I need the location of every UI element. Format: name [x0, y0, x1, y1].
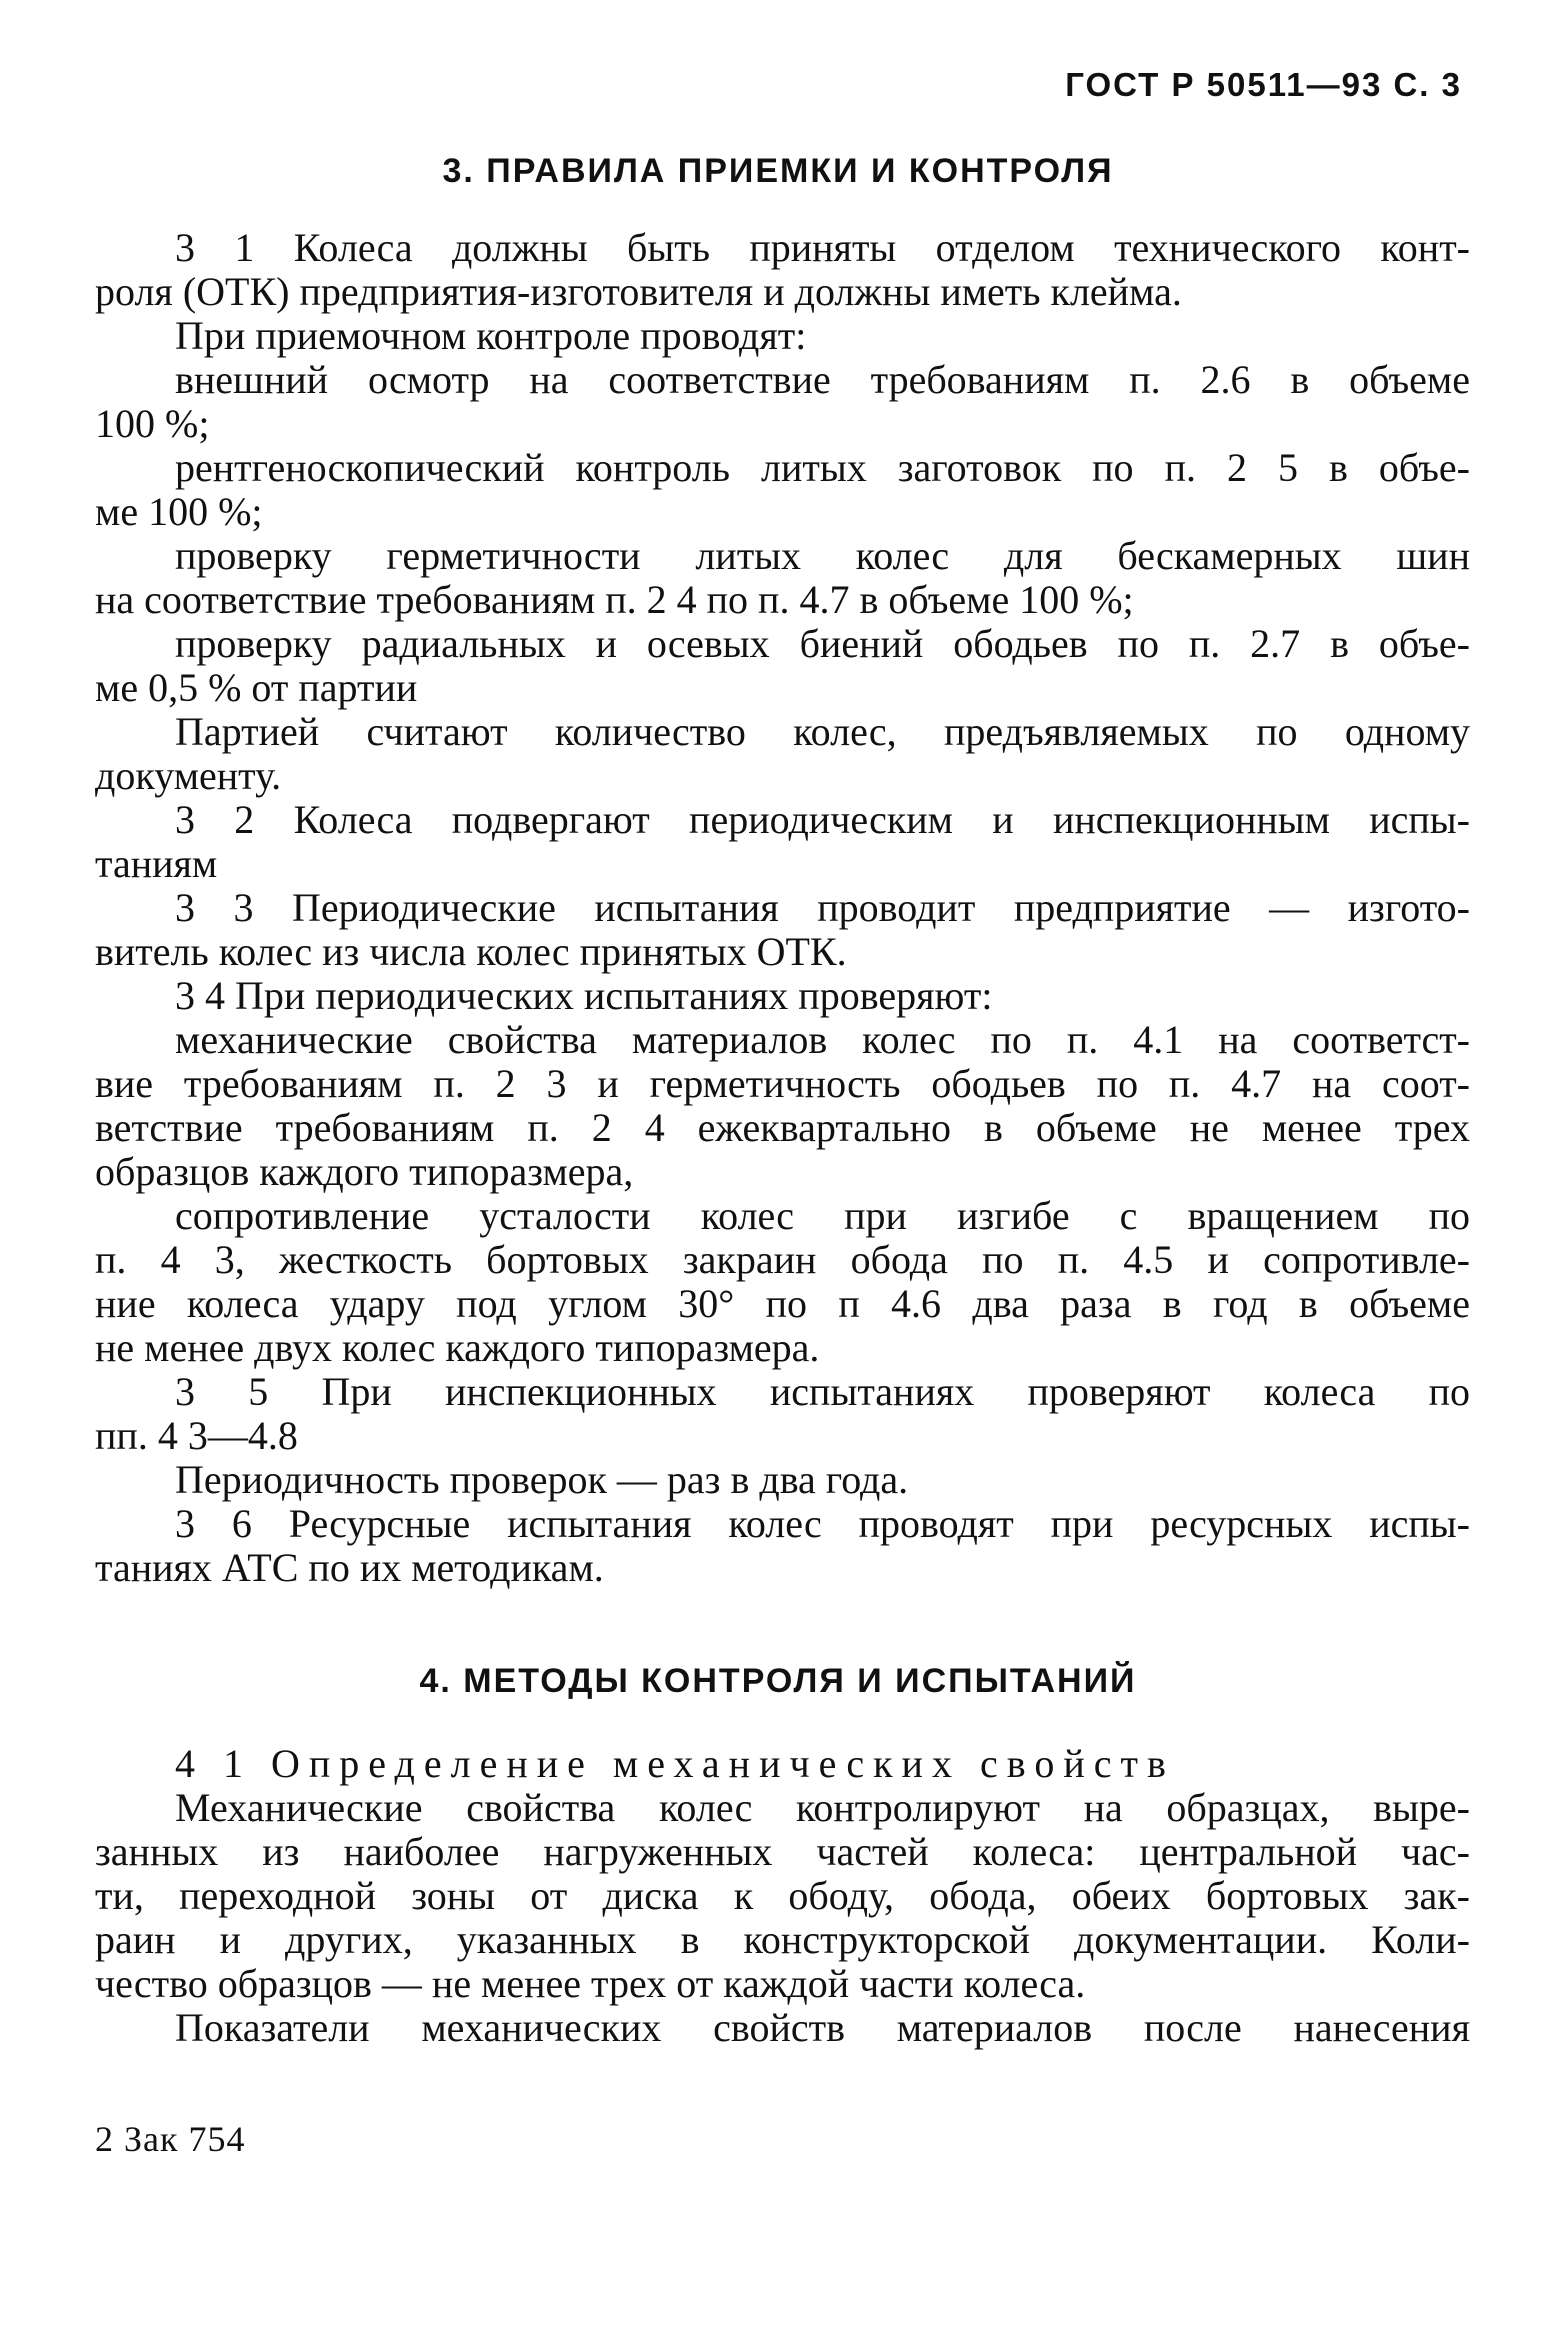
- text-line: документу.: [95, 753, 282, 798]
- text-line: 3 6 Ресурсные испытания колес проводят при ресурсных испы-: [175, 1501, 1470, 1546]
- text-line: таниях АТС по их методикам.: [95, 1545, 604, 1590]
- text-line: пп. 4 3—4.8: [95, 1413, 298, 1458]
- text-line: не менее двух колес каждого типоразмера.: [95, 1325, 820, 1370]
- text-line: 3 1 Колеса должны быть приняты отделом технического конт-: [175, 225, 1470, 270]
- text-line: сопротивление усталости колес при изгибе с вращением по: [175, 1193, 1470, 1238]
- text-line: ние колеса удару под углом 30° по п 4.6 два раза в год в объеме: [95, 1281, 1470, 1326]
- text-line: раин и других, указанных в конструкторской документации. Коли-: [95, 1917, 1470, 1962]
- text-line: 100 %;: [95, 401, 210, 446]
- text-line: на соответствие требованиям п. 2 4 по п. 4.7 в объеме 100 %;: [95, 577, 1134, 622]
- text-line: чество образцов — не менее трех от каждой части колеса.: [95, 1961, 1086, 2006]
- text-line: внешний осмотр на соответствие требованиям п. 2.6 в объеме: [175, 357, 1470, 402]
- subsection-title: 4 1 Определение механических свойств: [175, 1741, 1175, 1786]
- text-line: ме 0,5 % от партии: [95, 665, 418, 710]
- text-line: Показатели механических свойств материалов после нанесения: [175, 2005, 1470, 2050]
- text-line: вие требованиям п. 2 3 и герметичность ободьев по п. 4.7 на соот-: [95, 1061, 1470, 1106]
- section-3-body: [95, 226, 1470, 1590]
- text-line: образцов каждого типоразмера,: [95, 1149, 634, 1194]
- text-line: 3 2 Колеса подвергают периодическим и инспекционным испы-: [175, 797, 1470, 842]
- page-footer: 2 Зак 754: [95, 2119, 246, 2159]
- text-line: занных из наиболее нагруженных частей колеса: центральной час-: [95, 1829, 1470, 1874]
- text-line: Партией считают количество колес, предъявляемых по одному: [175, 709, 1470, 754]
- text-line: ветствие требованиям п. 2 4 ежеквартально в объеме не менее трех: [95, 1105, 1470, 1150]
- page-header: ГОСТ Р 50511—93 С. 3: [1065, 66, 1462, 103]
- text-line: механические свойства материалов колес по п. 4.1 на соответст-: [175, 1017, 1470, 1062]
- text-line: 3 3 Периодические испытания проводит предприятие — изгото-: [175, 885, 1470, 930]
- text-line: п. 4 3, жесткость бортовых закраин обода по п. 4.5 и сопротивле-: [95, 1237, 1470, 1282]
- section-3-heading: 3. ПРАВИЛА ПРИЕМКИ И КОНТРОЛЯ: [442, 152, 1114, 190]
- text-line: Механические свойства колес контролируют на образцах, выре-: [175, 1785, 1470, 1830]
- text-line: рентгеноскопический контроль литых заготовок по п. 2 5 в объе-: [175, 445, 1470, 490]
- text-line: проверку герметичности литых колес для бескамерных шин: [175, 533, 1470, 578]
- text-line: витель колес из числа колес принятых ОТК.: [95, 929, 847, 974]
- text-line: 3 5 При инспекционных испытаниях проверяют колеса по: [175, 1369, 1470, 1414]
- text-line: ме 100 %;: [95, 489, 263, 534]
- text-line: Периодичность проверок — раз в два года.: [175, 1457, 909, 1502]
- text-line: проверку радиальных и осевых биений ободьев по п. 2.7 в объе-: [175, 621, 1470, 666]
- text-line: ти, переходной зоны от диска к ободу, обода, обеих бортовых зак-: [95, 1873, 1470, 1918]
- text-line: При приемочном контроле проводят:: [175, 313, 807, 358]
- text-line: роля (ОТК) предприятия-изготовителя и должны иметь клейма.: [95, 269, 1182, 314]
- section-4-body: [95, 1742, 1470, 2050]
- text-line: таниям: [95, 841, 218, 886]
- section-4-heading: 4. МЕТОДЫ КОНТРОЛЯ И ИСПЫТАНИЙ: [419, 1662, 1137, 1700]
- text-line: 3 4 При периодических испытаниях проверяют:: [175, 973, 993, 1018]
